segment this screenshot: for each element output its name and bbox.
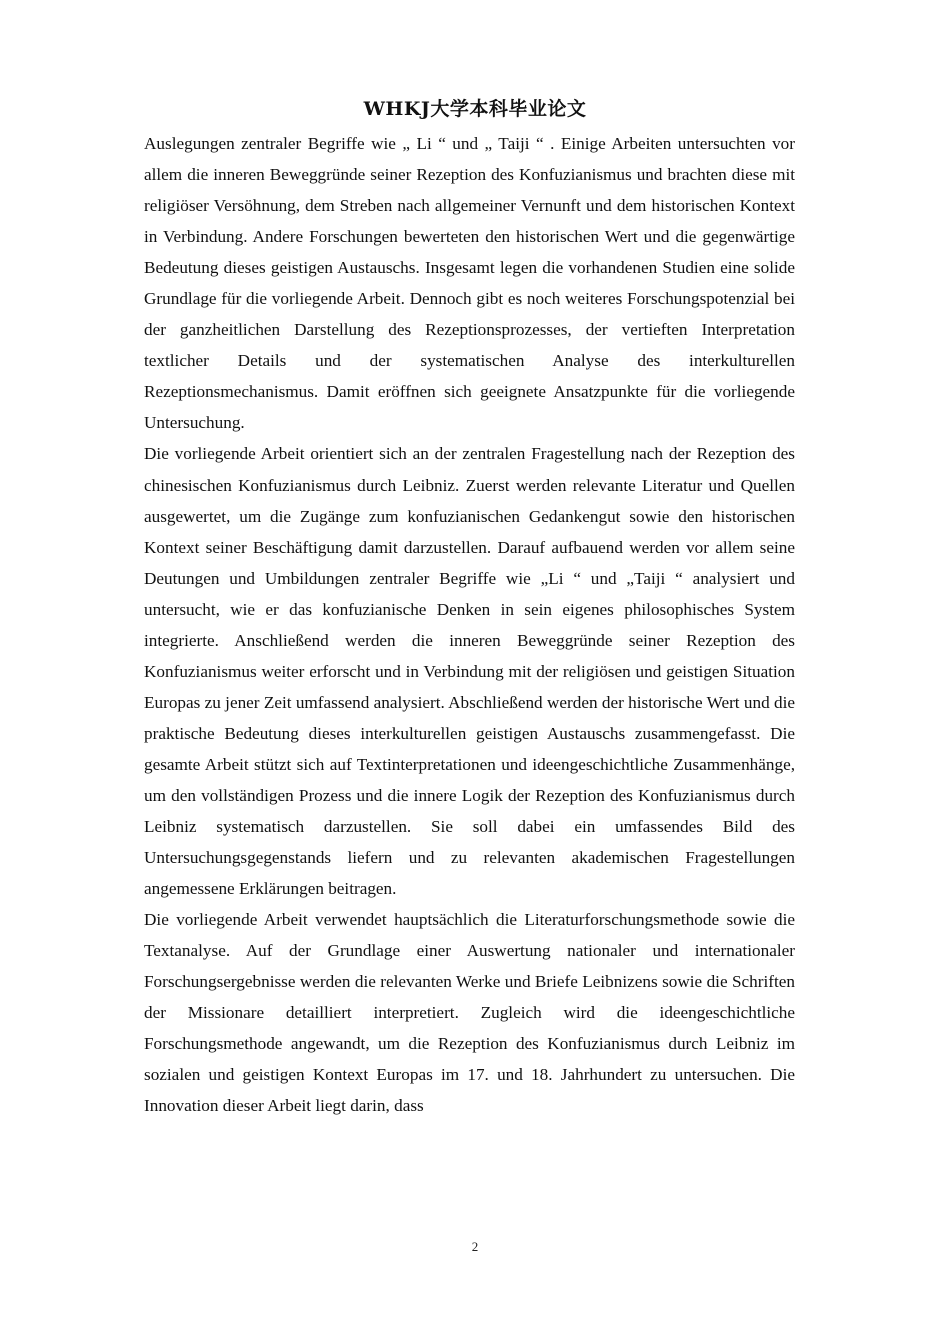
page-header-title: WHKJ大学本科毕业论文 xyxy=(363,98,587,120)
page-number: 2 xyxy=(471,1239,479,1254)
paragraph: Die vorliegende Arbeit verwendet hauptsächlich die Literaturforschungsmethode sowie die Textanalyse. Auf der Grundlage einer Auswertung nationaler und internationaler Forschungsergebnisse werden die relevanten Werke und Briefe Leibnizens sowie die Schriften der Missionare detailliert interpretiert. Zugleich wird die ideengeschichtliche Forschungsmethode angewandt, um die Rezeption des Konfuzianismus durch Leibniz im sozialen und geistigen Kontext Europas im 17. und 18. Jahrhundert zu untersuchen. Die Innovation dieser Arbeit liegt darin, dass xyxy=(144,910,795,1116)
paragraph: Die vorliegende Arbeit orientiert sich an der zentralen Fragestellung nach der Rezeption des chinesischen Konfuzianismus durch Leibniz. Zuerst werden relevante Literatur und Quellen ausgewertet, um die Zugänge zum konfuzianischen Gedankengut sowie den historischen Kontext seiner Beschäftigung damit darzustellen. Darauf aufbauend werden vor allem seine Deutungen und Umbildungen zentraler Begriffe wie „Li “ und „Taiji “ analysiert und untersucht, wie er das konfuzianische Denken in sein eigenes philosophisches System integrierte. Anschließend werden die inneren Beweggründe seiner Rezeption des Konfuzianismus weiter erforscht und in Verbindung mit der religiösen und geistigen Situation Europas zu jener Zeit umfassend analysiert. Abschließend werden der historische Wert und die praktische Bedeutung dieses interkulturellen geistigen Austauschs zusammengefasst. Die gesamte Arbeit stützt sich auf Textinterpretationen und ideengeschichtliche Zusammenhänge, um den vollständigen Prozess und die innere Logik der Rezeption des Konfuzianismus durch Leibniz systematisch darzustellen. Sie soll dabei ein umfassendes Bild des Untersuchungsgegenstands liefern und zu relevanten akademischen Fragestellungen angemessene Erklärungen beitragen. xyxy=(144,444,795,899)
paragraph: Auslegungen zentraler Begriffe wie „ Li “ und „ Taiji “ . Einige Arbeiten untersuchten vor allem die inneren Beweggründe seiner Rezeption des Konfuzianismus und brachten diese mit religiöser Versöhnung, dem Streben nach allgemeiner Vernunft und dem historischen Kontext in Verbindung. Andere Forschungen bewerteten den historischen Wert und die gegenwärtige Bedeutung dieses geistigen Austauschs. Insgesamt legen die vorhandenen Studien eine solide Grundlage für die vorliegende Arbeit. Dennoch gibt es noch weiteres Forschungspotenzial bei der ganzheitlichen Darstellung des Rezeptionsprozesses, der vertieften Interpretation textlicher Details und der systematischen Analyse des interkulturellen Rezeptionsmechanismus. Damit eröffnen sich geeignete Ansatzpunkte für die vorliegende Untersuchung. xyxy=(144,134,795,433)
body-text xyxy=(144,128,795,1122)
